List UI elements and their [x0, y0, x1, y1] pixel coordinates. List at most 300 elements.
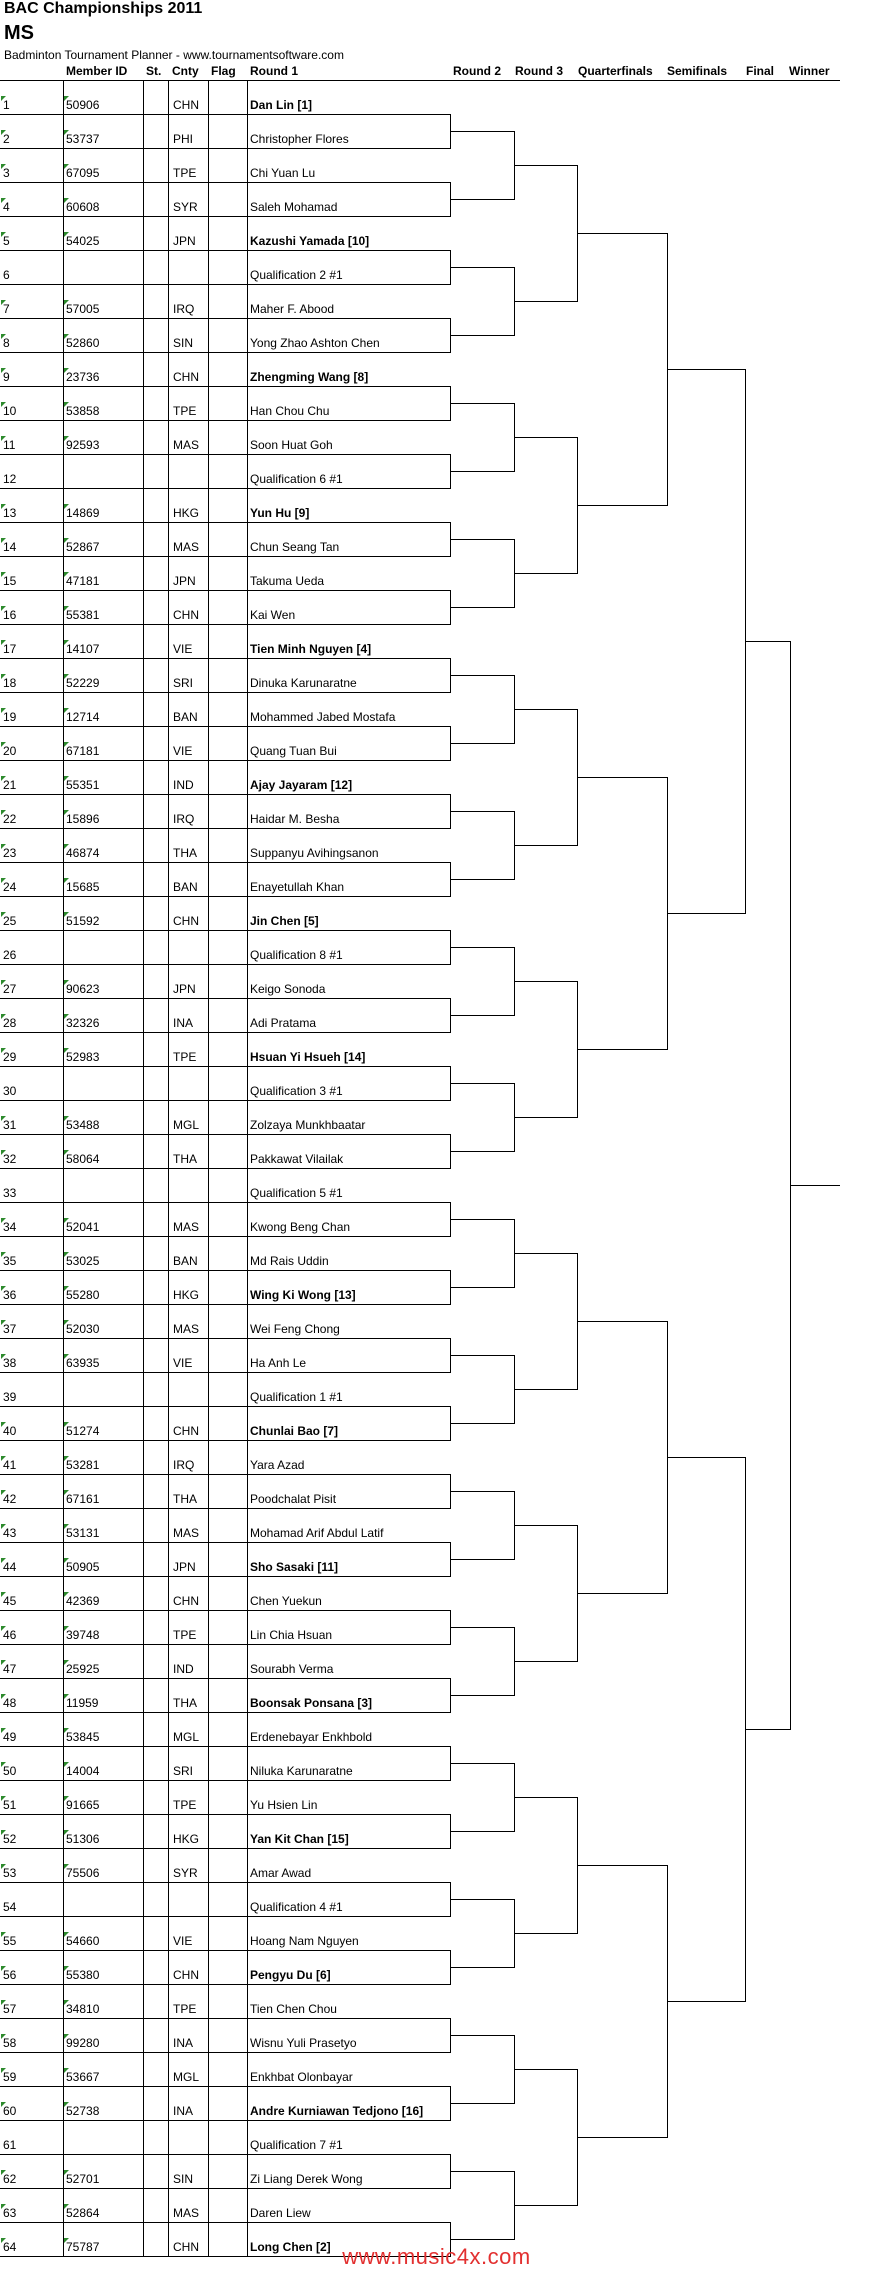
column-separator [143, 80, 144, 2256]
player-name: Qualification 8 #1 [250, 948, 343, 962]
member-id: 53025 [66, 1254, 100, 1268]
member-marker [1, 334, 6, 339]
bracket-h [514, 845, 578, 846]
seed-number: 28 [3, 1016, 17, 1030]
seed-number: 43 [3, 1526, 17, 1540]
bracket-h [450, 471, 515, 472]
member-id: 53858 [66, 404, 100, 418]
player-name: Qualification 1 #1 [250, 1390, 343, 1404]
seed-number: 39 [3, 1390, 17, 1404]
country-code: SYR [173, 1866, 198, 1880]
member-id: 51274 [66, 1424, 100, 1438]
player-name: Chun Seang Tan [250, 540, 340, 554]
country-code: SRI [173, 1764, 194, 1778]
bracket-h [450, 743, 515, 744]
row-separator [0, 1270, 450, 1271]
bracket-h [450, 1967, 515, 1968]
bracket-h [450, 1355, 515, 1356]
player-name: Enkhbat Olonbayar [250, 2070, 353, 2084]
player-name: Zi Liang Derek Wong [250, 2172, 363, 2186]
seed-number: 5 [3, 234, 10, 248]
player-name: Ajay Jayaram [12] [250, 778, 353, 792]
row-separator [0, 420, 450, 421]
player-name: Soon Huat Goh [250, 438, 333, 452]
row-separator [0, 80, 840, 81]
bracket-h [450, 2239, 515, 2240]
member-id: 91665 [66, 1798, 100, 1812]
bracket-h [745, 1729, 791, 1730]
row-separator [0, 318, 450, 319]
player-name: Adi Pratama [250, 1016, 317, 1030]
seed-number: 27 [3, 982, 17, 996]
member-id: 23736 [66, 370, 100, 384]
seed-number: 51 [3, 1798, 17, 1812]
seed-number: 6 [3, 268, 10, 282]
member-marker [1, 776, 6, 781]
seed-number: 58 [3, 2036, 17, 2050]
member-id: 75787 [66, 2240, 100, 2254]
row-separator [0, 794, 450, 795]
country-code: MAS [173, 540, 200, 554]
player-name: Han Chou Chu [250, 404, 330, 418]
player-name: Jin Chen [5] [250, 914, 319, 928]
row-separator [0, 1100, 450, 1101]
seed-number: 32 [3, 1152, 17, 1166]
member-marker [1, 1354, 6, 1359]
seed-number: 64 [3, 2240, 17, 2254]
country-code: HKG [173, 506, 200, 520]
member-marker [1, 2238, 6, 2243]
bracket-h [577, 1865, 668, 1866]
seed-number: 23 [3, 846, 17, 860]
seed-number: 18 [3, 676, 17, 690]
player-name: Chen Yuekun [250, 1594, 322, 1608]
seed-number: 55 [3, 1934, 17, 1948]
member-marker [1, 1320, 6, 1325]
member-marker [1, 980, 6, 985]
row-separator [0, 488, 450, 489]
bracket-h [450, 1423, 515, 1424]
member-id: 55381 [66, 608, 100, 622]
row-separator [0, 556, 450, 557]
row-separator [0, 2052, 450, 2053]
member-marker [1, 708, 6, 713]
member-id: 52229 [66, 676, 100, 690]
row-separator [0, 1848, 450, 1849]
seed-number: 61 [3, 2138, 17, 2152]
member-marker [1, 2000, 6, 2005]
member-marker [1, 1626, 6, 1631]
seed-number: 14 [3, 540, 17, 554]
player-name: Lin Chia Hsuan [250, 1628, 333, 1642]
seed-number: 15 [3, 574, 17, 588]
row-separator [0, 590, 450, 591]
row-separator [0, 1032, 450, 1033]
bracket-h [450, 1899, 515, 1900]
member-id: 63935 [66, 1356, 100, 1370]
country-code: VIE [173, 1934, 193, 1948]
player-name: Quang Tuan Bui [250, 744, 337, 758]
row-separator [0, 182, 450, 183]
member-marker [1, 878, 6, 883]
seed-number: 31 [3, 1118, 17, 1132]
player-name: Wing Ki Wong [13] [250, 1288, 356, 1302]
player-name: Qualification 3 #1 [250, 1084, 343, 1098]
bracket-h [577, 233, 668, 234]
country-code: IND [173, 1662, 194, 1676]
bracket-h [667, 1457, 746, 1458]
bracket-h [514, 165, 578, 166]
bracket-h [514, 437, 578, 438]
bracket-h [450, 1083, 515, 1084]
country-code: MAS [173, 1526, 200, 1540]
row-separator [0, 1882, 450, 1883]
member-id: 52860 [66, 336, 100, 350]
row-separator [0, 1542, 450, 1543]
bracket-h [514, 1933, 578, 1934]
player-name: Keigo Sonoda [250, 982, 326, 996]
col-round3: Round 3 [515, 64, 563, 78]
member-marker [1, 844, 6, 849]
country-code: TPE [173, 2002, 197, 2016]
member-id: 15685 [66, 880, 100, 894]
country-code: CHN [173, 2240, 199, 2254]
seed-number: 56 [3, 1968, 17, 1982]
row-separator [0, 2188, 450, 2189]
country-code: BAN [173, 880, 198, 894]
bracket-h [450, 403, 515, 404]
member-id: 53667 [66, 2070, 100, 2084]
seed-number: 16 [3, 608, 17, 622]
member-id: 46874 [66, 846, 100, 860]
seed-number: 17 [3, 642, 17, 656]
bracket-h [450, 2035, 515, 2036]
player-name: Qualification 2 #1 [250, 268, 343, 282]
player-name: Qualification 4 #1 [250, 1900, 343, 1914]
member-id: 11959 [66, 1696, 99, 1710]
row-separator [0, 1406, 450, 1407]
member-marker [1, 1490, 6, 1495]
player-name: Pengyu Du [6] [250, 1968, 331, 1982]
member-id: 52867 [66, 540, 100, 554]
subtitle: Badminton Tournament Planner - www.tournamentsoftware.com [4, 48, 344, 62]
player-name: Christopher Flores [250, 132, 349, 146]
member-marker [1, 640, 6, 645]
country-code: HKG [173, 1832, 200, 1846]
player-name: Long Chen [2] [250, 2240, 331, 2254]
member-marker [1, 572, 6, 577]
row-separator [0, 2154, 450, 2155]
bracket-h [450, 811, 515, 812]
country-code: VIE [173, 642, 193, 656]
player-name: Yong Zhao Ashton Chen [250, 336, 380, 350]
row-separator [0, 896, 450, 897]
player-name: Takuma Ueda [250, 574, 325, 588]
player-name: Wisnu Yuli Prasetyo [250, 2036, 357, 2050]
seed-number: 52 [3, 1832, 17, 1846]
member-id: 90623 [66, 982, 100, 996]
row-separator [0, 148, 450, 149]
member-id: 52864 [66, 2206, 100, 2220]
row-separator [0, 1780, 450, 1781]
row-separator [0, 692, 450, 693]
member-id: 25925 [66, 1662, 100, 1676]
bracket-h [450, 879, 515, 880]
column-separator [247, 80, 248, 2256]
country-code: JPN [173, 982, 196, 996]
bracket-h [450, 1219, 515, 1220]
country-code: TPE [173, 404, 197, 418]
seed-number: 50 [3, 1764, 17, 1778]
player-name: Qualification 7 #1 [250, 2138, 343, 2152]
member-marker [1, 1762, 6, 1767]
row-separator [0, 658, 450, 659]
row-separator [0, 1746, 450, 1747]
row-separator [0, 352, 450, 353]
country-code: INA [173, 2036, 194, 2050]
player-name: Mohammed Jabed Mostafa [250, 710, 396, 724]
seed-number: 60 [3, 2104, 17, 2118]
tournament-title: BAC Championships 2011 [4, 0, 203, 17]
seed-number: 42 [3, 1492, 17, 1506]
player-name: Zolzaya Munkhbaatar [250, 1118, 366, 1132]
seed-number: 19 [3, 710, 17, 724]
seed-number: 63 [3, 2206, 17, 2220]
bracket-h [514, 2205, 578, 2206]
col-country: Cnty [172, 64, 199, 78]
member-marker [1, 96, 6, 101]
country-code: HKG [173, 1288, 200, 1302]
country-code: MAS [173, 1322, 200, 1336]
player-name: Saleh Mohamad [250, 200, 338, 214]
member-marker [1, 1932, 6, 1937]
country-code: BAN [173, 1254, 198, 1268]
member-id: 42369 [66, 1594, 100, 1608]
member-marker [1, 1830, 6, 1835]
bracket-h [450, 335, 515, 336]
member-id: 67181 [66, 744, 100, 758]
seed-number: 30 [3, 1084, 17, 1098]
member-marker [1, 2204, 6, 2209]
row-separator [0, 2086, 450, 2087]
member-marker [1, 1694, 6, 1699]
bracket-h [450, 1627, 515, 1628]
seed-number: 22 [3, 812, 17, 826]
seed-number: 54 [3, 1900, 17, 1914]
bracket-h [450, 607, 515, 608]
member-marker [1, 538, 6, 543]
member-id: 52030 [66, 1322, 100, 1336]
seed-number: 49 [3, 1730, 17, 1744]
country-code: CHN [173, 98, 199, 112]
row-separator [0, 862, 450, 863]
row-separator [0, 1712, 450, 1713]
bracket-h [577, 1049, 668, 1050]
row-separator [0, 624, 450, 625]
row-separator [0, 1236, 450, 1237]
player-name: Sho Sasaki [11] [250, 1560, 339, 1574]
player-name: Dinuka Karunaratne [250, 676, 357, 690]
bracket-h [667, 369, 746, 370]
member-marker [1, 1864, 6, 1869]
member-id: 57005 [66, 302, 100, 316]
seed-number: 34 [3, 1220, 17, 1234]
seed-number: 9 [3, 370, 10, 384]
member-id: 53281 [66, 1458, 100, 1472]
seed-number: 25 [3, 914, 17, 928]
member-marker [1, 1558, 6, 1563]
bracket-h [790, 1185, 840, 1186]
country-code: SIN [173, 2172, 194, 2186]
row-separator [0, 1440, 450, 1441]
country-code: CHN [173, 608, 199, 622]
row-separator [0, 964, 450, 965]
seed-number: 57 [3, 2002, 17, 2016]
member-id: 50906 [66, 98, 100, 112]
bracket-h [577, 777, 668, 778]
member-marker [1, 1966, 6, 1971]
country-code: INA [173, 1016, 194, 1030]
col-winner: Winner [789, 64, 830, 78]
player-name: Andre Kurniawan Tedjono [16] [250, 2104, 424, 2118]
seed-number: 33 [3, 1186, 17, 1200]
row-separator [0, 386, 450, 387]
seed-number: 20 [3, 744, 17, 758]
bracket-h [450, 131, 515, 132]
country-code: VIE [173, 744, 193, 758]
country-code: TPE [173, 1798, 197, 1812]
seed-number: 36 [3, 1288, 17, 1302]
member-marker [1, 1524, 6, 1529]
country-code: THA [173, 1696, 197, 1710]
seed-number: 62 [3, 2172, 17, 2186]
member-id: 47181 [66, 574, 100, 588]
bracket-h [450, 675, 515, 676]
bracket-h [667, 913, 746, 914]
col-member-id: Member ID [66, 64, 128, 78]
player-name: Yara Azad [250, 1458, 305, 1472]
bracket-h [450, 199, 515, 200]
row-separator [0, 1202, 450, 1203]
member-marker [1, 436, 6, 441]
member-marker [1, 1728, 6, 1733]
col-status: St. [146, 64, 162, 78]
member-marker [1, 368, 6, 373]
member-marker [1, 674, 6, 679]
player-name: Kazushi Yamada [10] [250, 234, 370, 248]
row-separator [0, 284, 450, 285]
row-separator [0, 1134, 450, 1135]
bracket-h [745, 641, 791, 642]
player-name: Chi Yuan Lu [250, 166, 316, 180]
seed-number: 35 [3, 1254, 17, 1268]
seed-number: 53 [3, 1866, 17, 1880]
row-separator [0, 250, 450, 251]
country-code: MAS [173, 1220, 200, 1234]
member-id: 99280 [66, 2036, 100, 2050]
row-separator [0, 1372, 450, 1373]
member-marker [1, 810, 6, 815]
row-separator [0, 1066, 450, 1067]
member-marker [1, 1150, 6, 1155]
player-name: Suppanyu Avihingsanon [250, 846, 379, 860]
player-name: Tien Minh Nguyen [4] [250, 642, 372, 656]
country-code: SIN [173, 336, 194, 350]
bracket-h [514, 1253, 578, 1254]
bracket-h [577, 1593, 668, 1594]
member-marker [1, 1014, 6, 1019]
seed-number: 2 [3, 132, 10, 146]
country-code: TPE [173, 1050, 197, 1064]
bracket-h [514, 2069, 578, 2070]
player-name: Daren Liew [250, 2206, 311, 2220]
bracket-h [450, 1287, 515, 1288]
player-name: Amar Awad [250, 1866, 312, 1880]
seed-number: 21 [3, 778, 17, 792]
bracket-h [450, 947, 515, 948]
member-id: 50905 [66, 1560, 100, 1574]
bracket-h [450, 539, 515, 540]
col-semifinals: Semifinals [667, 64, 728, 78]
seed-number: 24 [3, 880, 17, 894]
row-separator [0, 1950, 450, 1951]
member-id: 52738 [66, 2104, 100, 2118]
seed-number: 29 [3, 1050, 17, 1064]
member-marker [1, 164, 6, 169]
player-name: Hoang Nam Nguyen [250, 1934, 359, 1948]
member-marker [1, 1116, 6, 1121]
bracket-h [450, 1015, 515, 1016]
player-name: Niluka Karunaratne [250, 1764, 353, 1778]
bracket-h [514, 709, 578, 710]
country-code: JPN [173, 234, 196, 248]
seed-number: 4 [3, 200, 10, 214]
bracket-h [514, 1797, 578, 1798]
bracket-h [514, 1389, 578, 1390]
row-separator [0, 114, 450, 115]
seed-number: 26 [3, 948, 17, 962]
country-code: THA [173, 846, 197, 860]
member-id: 58064 [66, 1152, 100, 1166]
row-separator [0, 1168, 450, 1169]
country-code: MAS [173, 438, 200, 452]
row-separator [0, 998, 450, 999]
member-marker [1, 1048, 6, 1053]
row-separator [0, 216, 450, 217]
member-marker [1, 1660, 6, 1665]
player-name: Sourabh Verma [250, 1662, 334, 1676]
bracket-h [450, 1763, 515, 1764]
country-code: IRQ [173, 302, 195, 316]
country-code: CHN [173, 1968, 199, 1982]
player-name: Kai Wen [250, 608, 296, 622]
member-marker [1, 912, 6, 917]
member-marker [1, 2034, 6, 2039]
player-name: Md Rais Uddin [250, 1254, 329, 1268]
member-id: 51592 [66, 914, 100, 928]
member-id: 14004 [66, 1764, 100, 1778]
country-code: TPE [173, 166, 197, 180]
player-name: Haidar M. Besha [250, 812, 340, 826]
member-id: 53488 [66, 1118, 100, 1132]
row-separator [0, 2018, 450, 2019]
col-flag: Flag [211, 64, 236, 78]
country-code: MGL [173, 1118, 200, 1132]
bracket-h [514, 573, 578, 574]
player-name: Qualification 6 #1 [250, 472, 343, 486]
member-marker [1, 402, 6, 407]
member-marker [1, 198, 6, 203]
